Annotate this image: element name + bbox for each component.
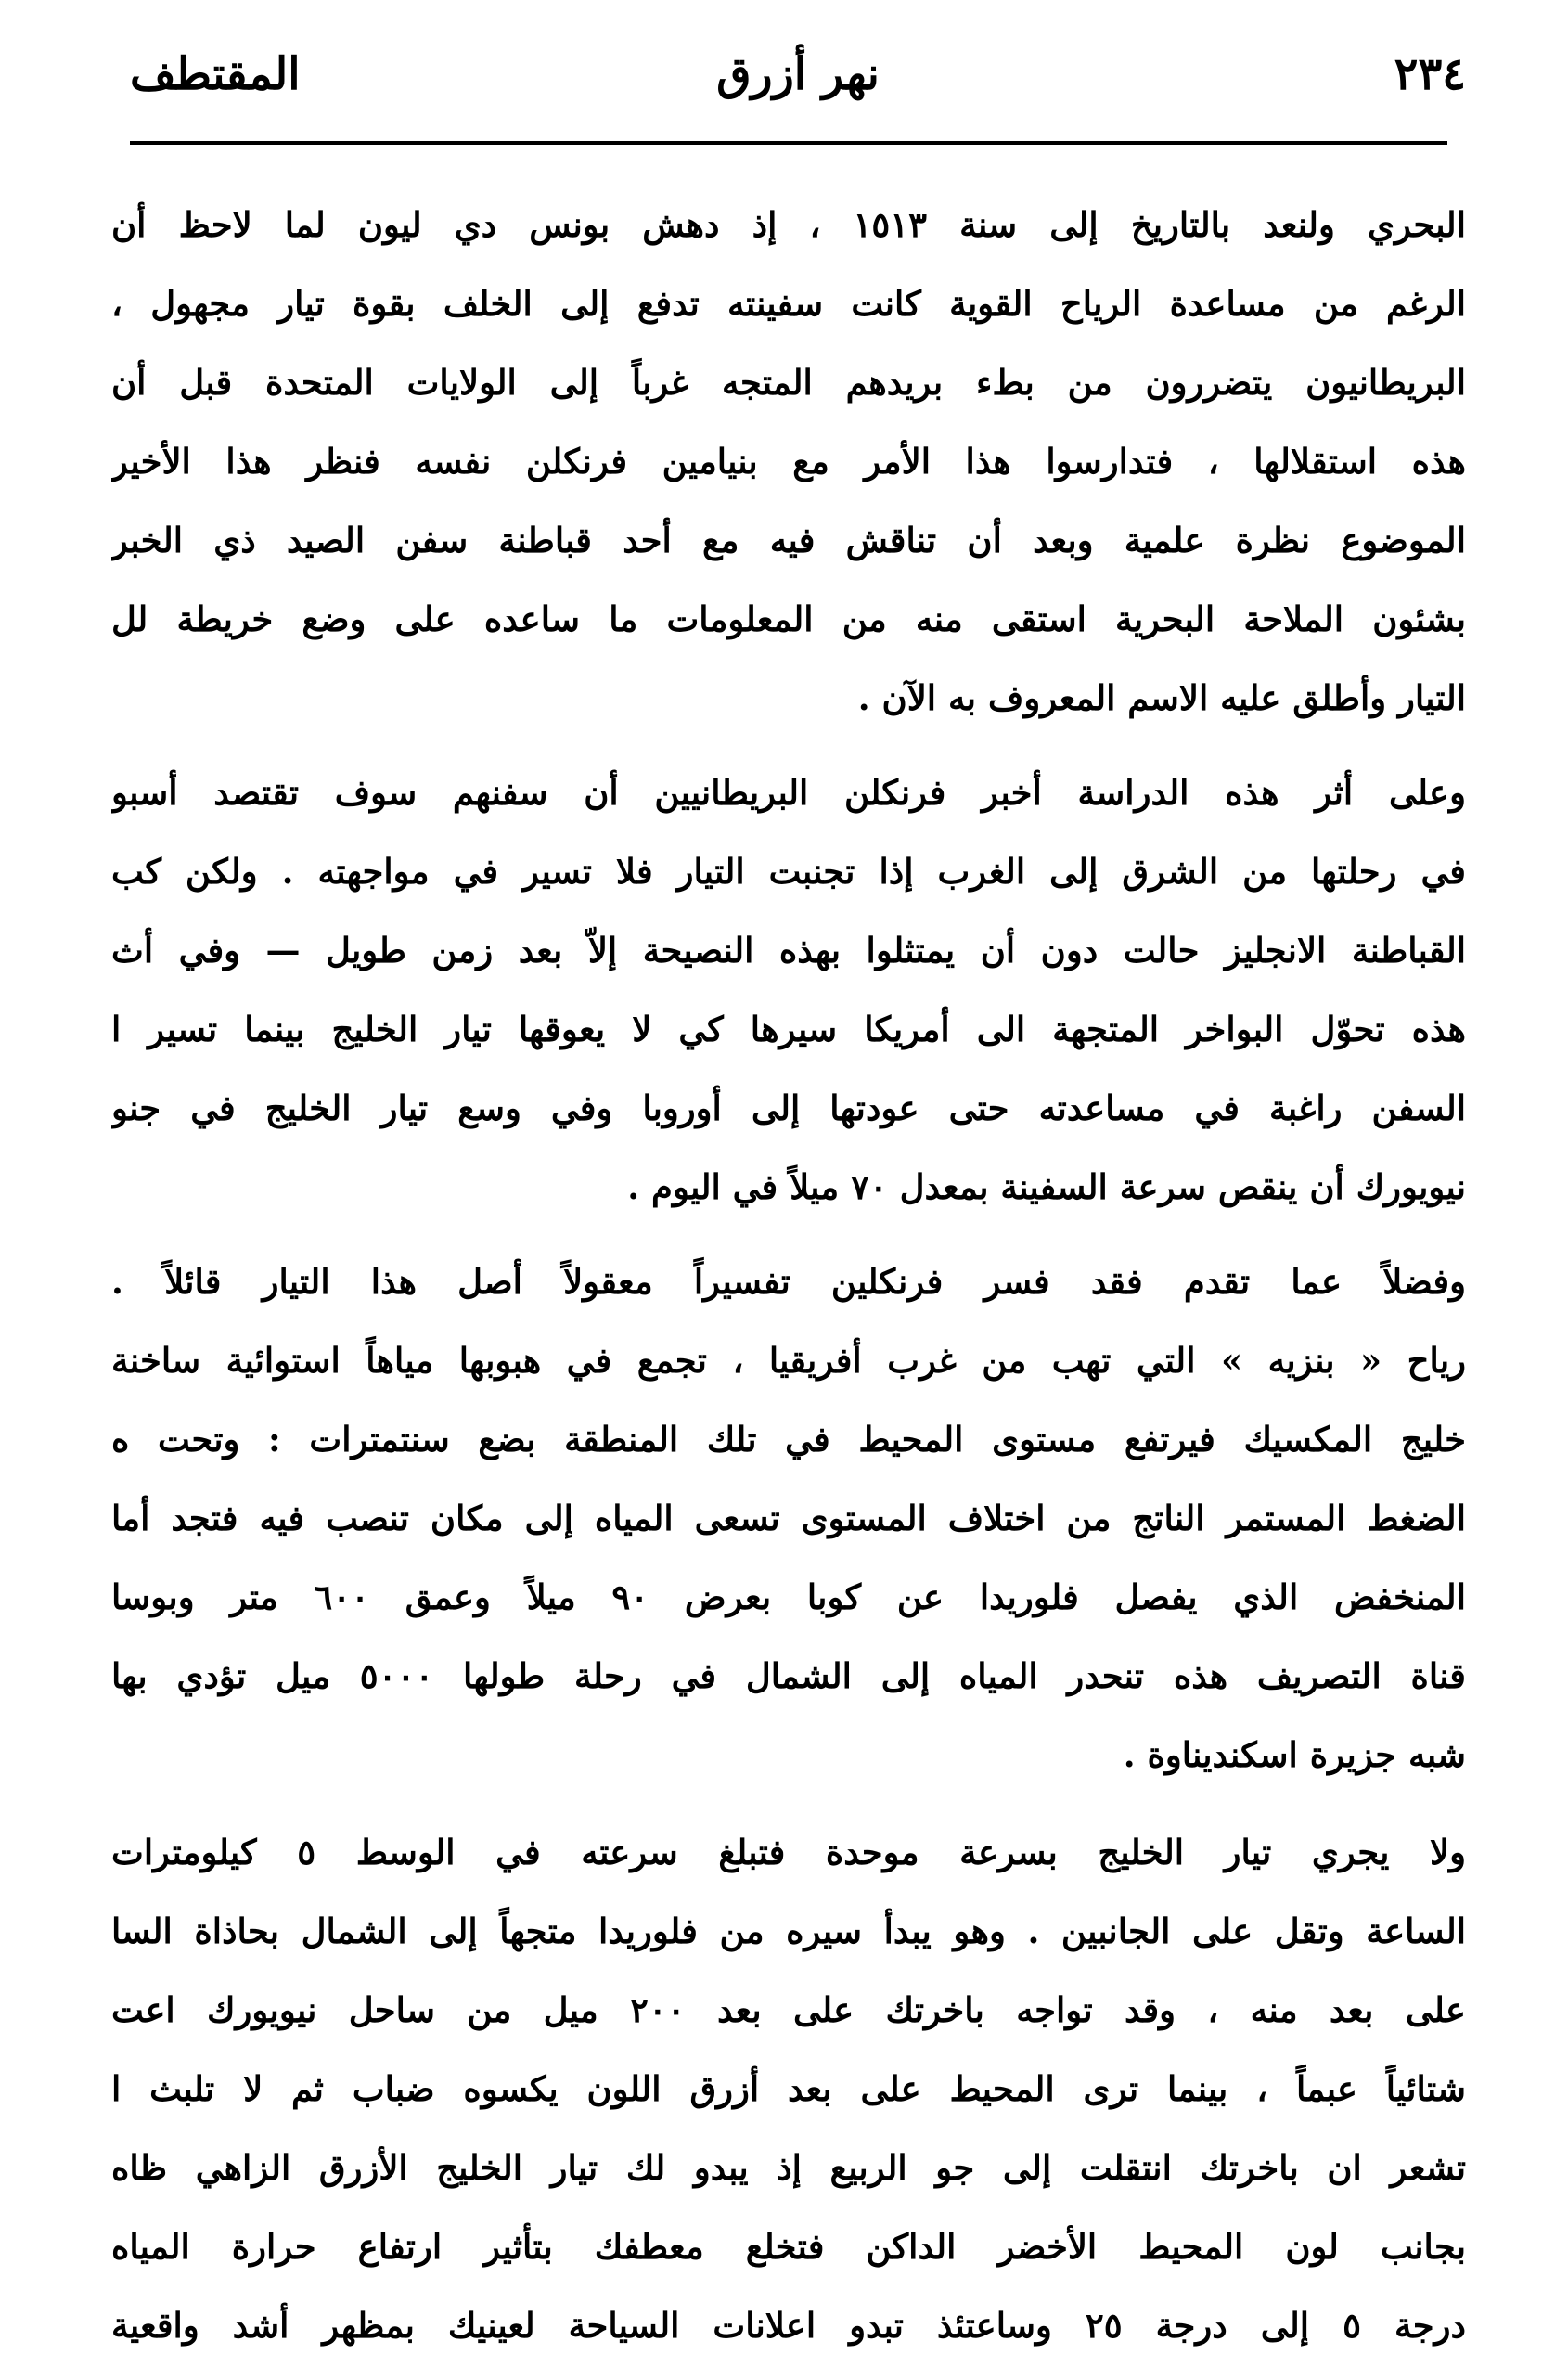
paragraph [111,1242,1466,1795]
text-line: البريطانيون يتضررون من بطء بريدهم المتجه غرباً إلى الولايات المتحدة قبل أن [111,362,1466,403]
article-body [111,186,1466,2365]
magazine-name: المقتطف [130,48,301,100]
text-line: الساعة وتقل على الجانبين . وهو يبدأ سيره من فلوريدا متجهاً إلى الشمال بحاذاة السا [111,1910,1466,1951]
text-line: هذه استقلالها ، فتدارسوا هذا الأمر مع بنيامين فرنكلن نفسه فنظر هذا الأخير [111,441,1466,482]
paragraph [111,186,1466,738]
page-number: ٢٣٤ [1394,48,1466,100]
text-line: ولا يجري تيار الخليج بسرعة موحدة فتبلغ سرعته في الوسط ٥ كيلومترات [111,1832,1466,1872]
text-line: بجانب لون المحيط الأخضر الداكن فتخلع معطفك بتأثير ارتفاع حرارة المياه [111,2226,1466,2267]
text-line: التيار وأطلق عليه الاسم المعروف به الآن . [857,677,1466,718]
text-line: نيويورك أن ينقص سرعة السفينة بمعدل ٧٠ ميلاً في اليوم . [627,1166,1466,1207]
header-rule [130,141,1447,145]
text-line: قناة التصريف هذه تنحدر المياه إلى الشمال في رحلة طولها ٥٠٠٠ ميل تؤدي بها [111,1655,1466,1696]
text-line: البحري ولنعد بالتاريخ إلى سنة ١٥١٣ ، إذ دهش بونس دي ليون لما لاحظ أن [111,204,1466,245]
text-line: خليج المكسيك فيرتفع مستوى المحيط في تلك المنطقة بضع سنتمترات : وتحت ه [111,1419,1466,1460]
text-line: على بعد منه ، وقد تواجه باخرتك على بعد ٢٠٠ ميل من ساحل نيويورك اعت [111,1989,1466,2030]
text-line: درجة ٥ إلى درجة ٢٥ وساعتئذ تبدو اعلانات السياحة لعينيك بمظهر أشد واقعية [111,2305,1466,2346]
text-line: الرغم من مساعدة الرياح القوية كانت سفينته تدفع إلى الخلف بقوة تيار مجهول ، [111,283,1466,324]
text-line: رياح « بنزيه » التي تهب من غرب أفريقيا ، تجمع في هبوبها مياهاً استوائية ساخنة [111,1340,1466,1381]
text-line: السفن راغبة في مساعدته حتى عودتها إلى أوروبا وفي وسع تيار الخليج في جنو [111,1087,1466,1128]
text-line: وعلى أثر هذه الدراسة أخبر فرنكلن البريطانيين أن سفنهم سوف تقتصد أسبو [111,772,1466,813]
page-header [130,37,1466,111]
text-line: بشئون الملاحة البحرية استقى منه من المعلومات ما ساعده على وضع خريطة لل [111,598,1466,639]
article-title: نهر أزرق [716,48,880,100]
paragraph [111,753,1466,1227]
text-line: في رحلتها من الشرق إلى الغرب إذا تجنبت التيار فلا تسير في مواجهته . ولكن كب [111,851,1466,892]
text-line: المنخفض الذي يفصل فلوريدا عن كوبا بعرض ٩٠ ميلاً وعمق ٦٠٠ متر وبوسا [111,1576,1466,1617]
text-line: هذه تحوّل البواخر المتجهة الى أمريكا سيرها كي لا يعوقها تيار الخليج بينما تسير ا [111,1009,1466,1049]
text-line: القباطنة الانجليز حالت دون أن يمتثلوا بهذه النصيحة إلاّ بعد زمن طويل — وفي أث [111,930,1466,971]
text-line: تشعر ان باخرتك انتقلت إلى جو الربيع إذ يبدو لك تيار الخليج الأزرق الزاهي ظاه [111,2147,1466,2188]
text-line: الضغط المستمر الناتج من اختلاف المستوى تسعى المياه إلى مكان تنصب فيه فتجد أما [111,1498,1466,1538]
text-line: وفضلاً عما تقدم فقد فسر فرنكلين تفسيراً معقولاً أصل هذا التيار قائلاً . [111,1261,1466,1302]
paragraph [111,1813,1466,2365]
text-line: شبه جزيرة اسكنديناوة . [1123,1734,1466,1775]
text-line: الموضوع نظرة علمية وبعد أن تناقش فيه مع أحد قباطنة سفن الصيد ذي الخبر [111,520,1466,560]
text-line: شتائياً عبماً ، بينما ترى المحيط على بعد أزرق اللون يكسوه ضباب ثم لا تلبث ا [111,2068,1466,2109]
